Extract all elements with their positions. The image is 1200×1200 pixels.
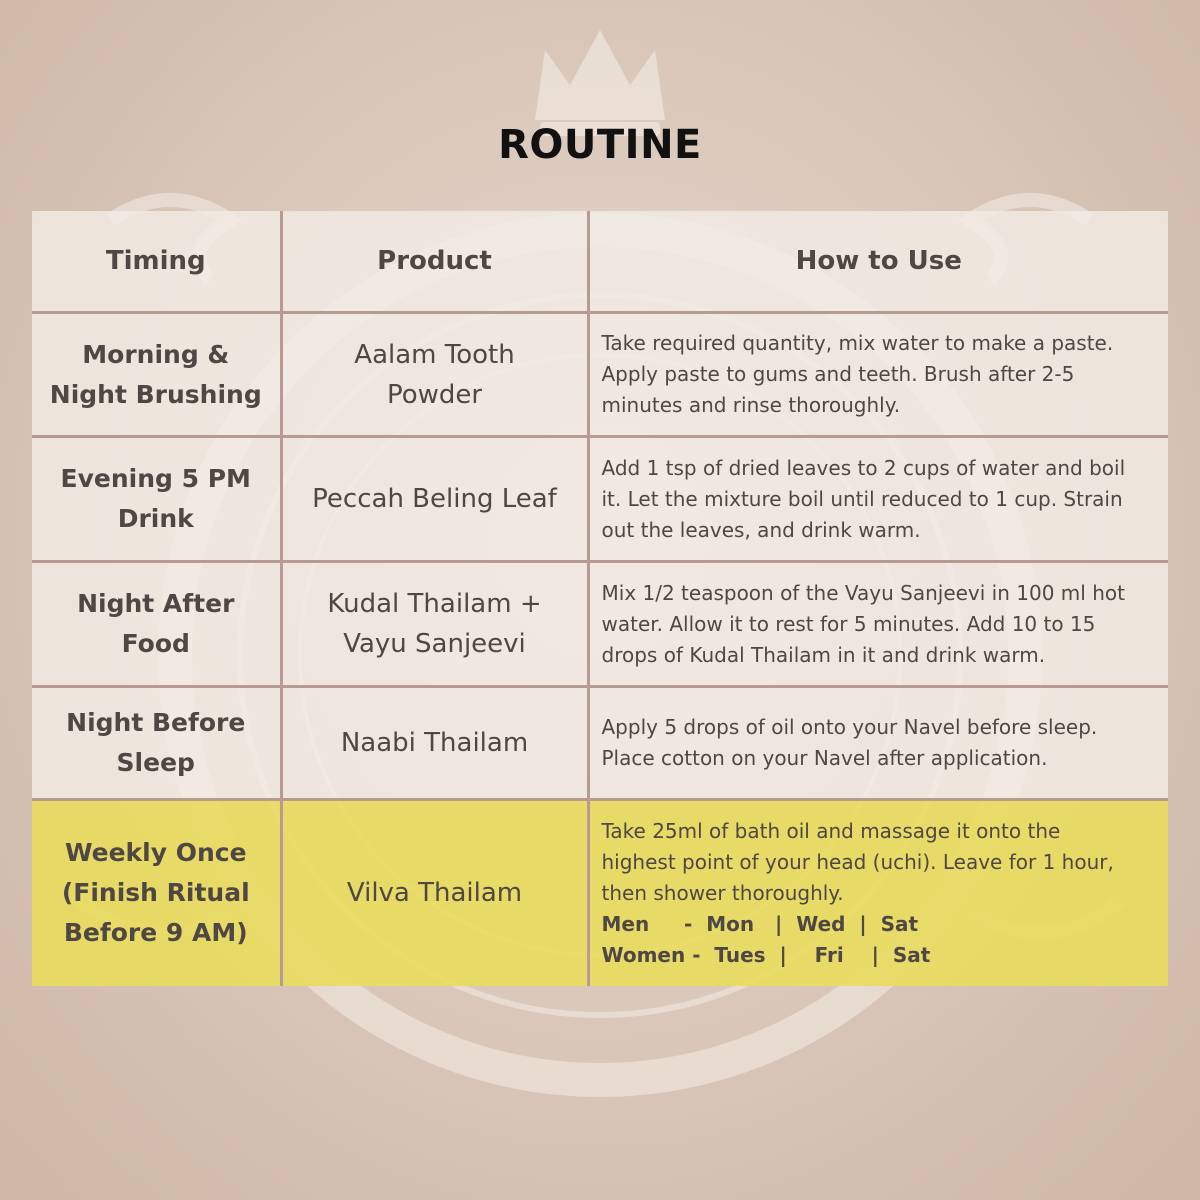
timing-cell bbox=[32, 313, 281, 437]
timing-cell bbox=[32, 687, 281, 800]
table-row bbox=[32, 313, 1168, 437]
product-cell bbox=[281, 313, 588, 437]
timing-cell bbox=[32, 562, 281, 687]
timing-cell-line: Morning & bbox=[82, 339, 230, 369]
how-to-use-cell-line: drops of Kudal Thailam in it and drink warm. bbox=[601, 642, 1046, 667]
crown-icon bbox=[535, 30, 665, 136]
how-to-use-cell-line: then shower thoroughly. bbox=[601, 880, 844, 905]
timing-cell-line: (Finish Ritual bbox=[61, 878, 250, 908]
timing-cell-line: Night Before bbox=[66, 708, 246, 737]
product-cell-line: Naabi Thailam bbox=[340, 728, 529, 758]
how-to-use-cell-line: it. Let the mixture boil until reduced to 1 cup. Strain bbox=[601, 486, 1123, 511]
how-to-use-cell-line: Take required quantity, mix water to make a paste. bbox=[601, 331, 1114, 355]
header-timing: Timing bbox=[32, 211, 281, 313]
table-row bbox=[32, 800, 1168, 986]
product-cell-line: Vayu Sanjeevi bbox=[343, 629, 526, 659]
product-cell bbox=[281, 687, 588, 800]
product-cell-line: Kudal Thailam + bbox=[327, 589, 542, 619]
how-to-use-cell bbox=[588, 562, 1168, 687]
timing-cell-line: Night After bbox=[77, 589, 235, 618]
how-to-use-cell bbox=[588, 437, 1168, 562]
table-row bbox=[32, 437, 1168, 562]
how-to-use-cell-line: Place cotton on your Navel after application. bbox=[601, 746, 1048, 770]
how-to-use-cell-line: Apply paste to gums and teeth. Brush after 2-5 bbox=[601, 362, 1075, 386]
how-to-use-cell-line: Apply 5 drops of oil onto your Navel before sleep. bbox=[601, 715, 1098, 739]
page-title: ROUTINE bbox=[498, 122, 702, 168]
product-cell-line: Powder bbox=[386, 379, 483, 410]
timing-cell-line: Before 9 AM) bbox=[63, 918, 248, 948]
how-to-use-cell-line: Take 25ml of bath oil and massage it onto the bbox=[601, 818, 1061, 843]
timing-cell-line: Drink bbox=[117, 504, 194, 533]
timing-cell bbox=[32, 800, 281, 986]
timing-cell-line: Evening 5 PM bbox=[60, 464, 251, 493]
how-to-use-cell bbox=[588, 313, 1168, 437]
header-product: Product bbox=[281, 211, 588, 313]
product-cell-line: Vilva Thailam bbox=[346, 878, 523, 909]
product-cell bbox=[281, 562, 588, 687]
timing-cell-line: Weekly Once bbox=[64, 838, 247, 868]
header-how-to-use: How to Use bbox=[588, 211, 1168, 313]
how-to-use-cell bbox=[588, 800, 1168, 986]
how-to-use-cell-line: out the leaves, and drink warm. bbox=[601, 517, 921, 542]
table-row bbox=[32, 562, 1168, 687]
schedule-line: Women - Tues | Fri | Sat bbox=[601, 942, 931, 967]
timing-cell-line: Sleep bbox=[116, 748, 195, 777]
product-cell-line: Peccah Beling Leaf bbox=[312, 484, 557, 514]
product-cell-line: Aalam Tooth bbox=[354, 339, 515, 370]
timing-cell-line: Night Brushing bbox=[49, 379, 262, 409]
how-to-use-cell-line: highest point of your head (uchi). Leave for 1 hour, bbox=[601, 849, 1114, 874]
table-header-row bbox=[32, 211, 1168, 313]
how-to-use-cell-line: Mix 1/2 teaspoon of the Vayu Sanjeevi in 100 ml hot bbox=[601, 580, 1125, 605]
how-to-use-cell bbox=[588, 687, 1168, 800]
product-cell bbox=[281, 437, 588, 562]
table-row bbox=[32, 687, 1168, 800]
product-cell bbox=[281, 800, 588, 986]
how-to-use-cell-line: minutes and rinse thoroughly. bbox=[601, 393, 901, 417]
routine-table bbox=[32, 211, 1168, 986]
timing-cell bbox=[32, 437, 281, 562]
schedule-line: Men - Mon | Wed | Sat bbox=[601, 911, 919, 936]
how-to-use-cell-line: Add 1 tsp of dried leaves to 2 cups of water and boil bbox=[601, 455, 1126, 480]
timing-cell-line: Food bbox=[121, 629, 190, 658]
how-to-use-cell-line: water. Allow it to rest for 5 minutes. Add 10 to 15 bbox=[601, 611, 1096, 636]
